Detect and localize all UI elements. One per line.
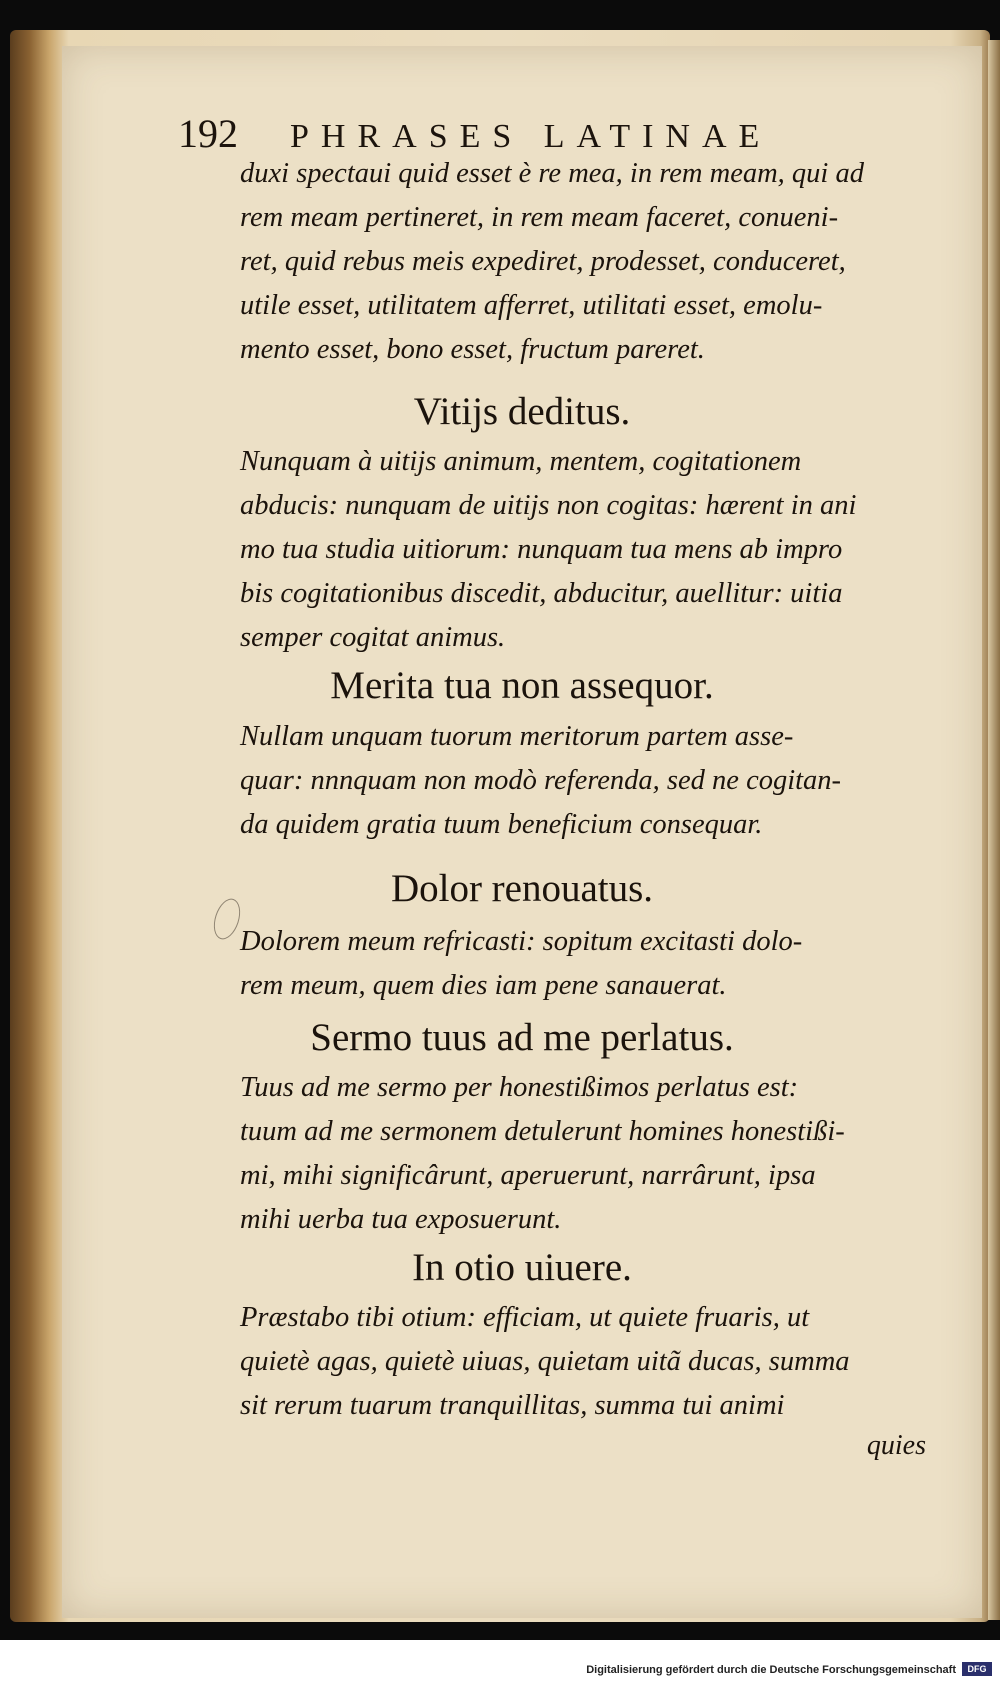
section-heading: Merita tua non assequor. (330, 664, 714, 707)
text-line: Tuus ad me sermo per honestißimos perlatus est: (240, 1072, 799, 1103)
text-line: quar: nnnquam non modò referenda, sed ne cogitan- (240, 765, 842, 796)
text-line: mo tua studia uitiorum: nunquam tua mens ab impro (240, 534, 843, 565)
text-line: Præstabo tibi otium: efficiam, ut quiete fruaris, ut (240, 1302, 810, 1333)
page-number: 192 (178, 111, 238, 156)
text-line: tuum ad me sermonem detulerunt homines honestißi- (240, 1116, 845, 1147)
text-line: semper cogitat animus. (240, 622, 506, 653)
text-line: sit rerum tuarum tranquillitas, summa tui animi (240, 1390, 785, 1421)
footer-bar (0, 1640, 1000, 1685)
page-header (178, 110, 958, 157)
text-line: Nunquam à uitijs animum, mentem, cogitationem (240, 446, 802, 477)
catchword: quies (866, 1430, 926, 1461)
text-line: Nullam unquam tuorum meritorum partem asse- (240, 721, 794, 752)
text-line: mi, mihi significârunt, aperuerunt, narrârunt, ipsa (240, 1160, 816, 1191)
section-paragraph (240, 1066, 960, 1242)
text-line: rem meam pertineret, in rem meam faceret, conueni- (240, 202, 839, 233)
text-line: Dolorem meum refricasti: sopitum excitasti dolo- (240, 926, 803, 957)
running-title: PHRASES LATINAE (290, 118, 772, 155)
text-line: abducis: nunquam de uitijs non cogitas: hærent in ani (240, 490, 857, 521)
paragraph-continuation (240, 152, 960, 372)
footer-credit: Digitalisierung gefördert durch die Deutsche Forschungsgemeinschaft (586, 1664, 956, 1676)
text-line: quietè agas, quietè uiuas, quietam uitã ducas, summa (240, 1346, 850, 1377)
text-line: bis cogitationibus discedit, abducitur, auellitur: uitia (240, 578, 843, 609)
section-paragraph (240, 1296, 960, 1428)
text-line: da quidem gratia tuum beneficium consequar. (240, 809, 763, 840)
section-heading: In otio uiuere. (412, 1246, 632, 1289)
section-paragraph (240, 715, 960, 847)
section-heading: Sermo tuus ad me perlatus. (310, 1016, 734, 1059)
text-line: utile esset, utilitatem afferret, utilitati esset, emolu- (240, 290, 823, 321)
section-heading: Vitijs deditus. (413, 390, 631, 433)
section-heading: Dolor renouatus. (390, 867, 654, 910)
page-right-edge (988, 40, 1000, 1620)
dfg-logo: DFG (962, 1662, 992, 1676)
section-paragraph (240, 920, 960, 1008)
section-paragraph (240, 440, 960, 660)
text-line: mento esset, bono esset, fructum pareret. (240, 334, 705, 365)
text-line: mihi uerba tua exposuerunt. (240, 1204, 562, 1235)
text-line: duxi spectaui quid esset è re mea, in rem meam, qui ad (240, 158, 864, 189)
text-line: ret, quid rebus meis expediret, prodesset, conduceret, (240, 246, 846, 277)
text-line: rem meum, quem dies iam pene sanauerat. (240, 970, 727, 1001)
